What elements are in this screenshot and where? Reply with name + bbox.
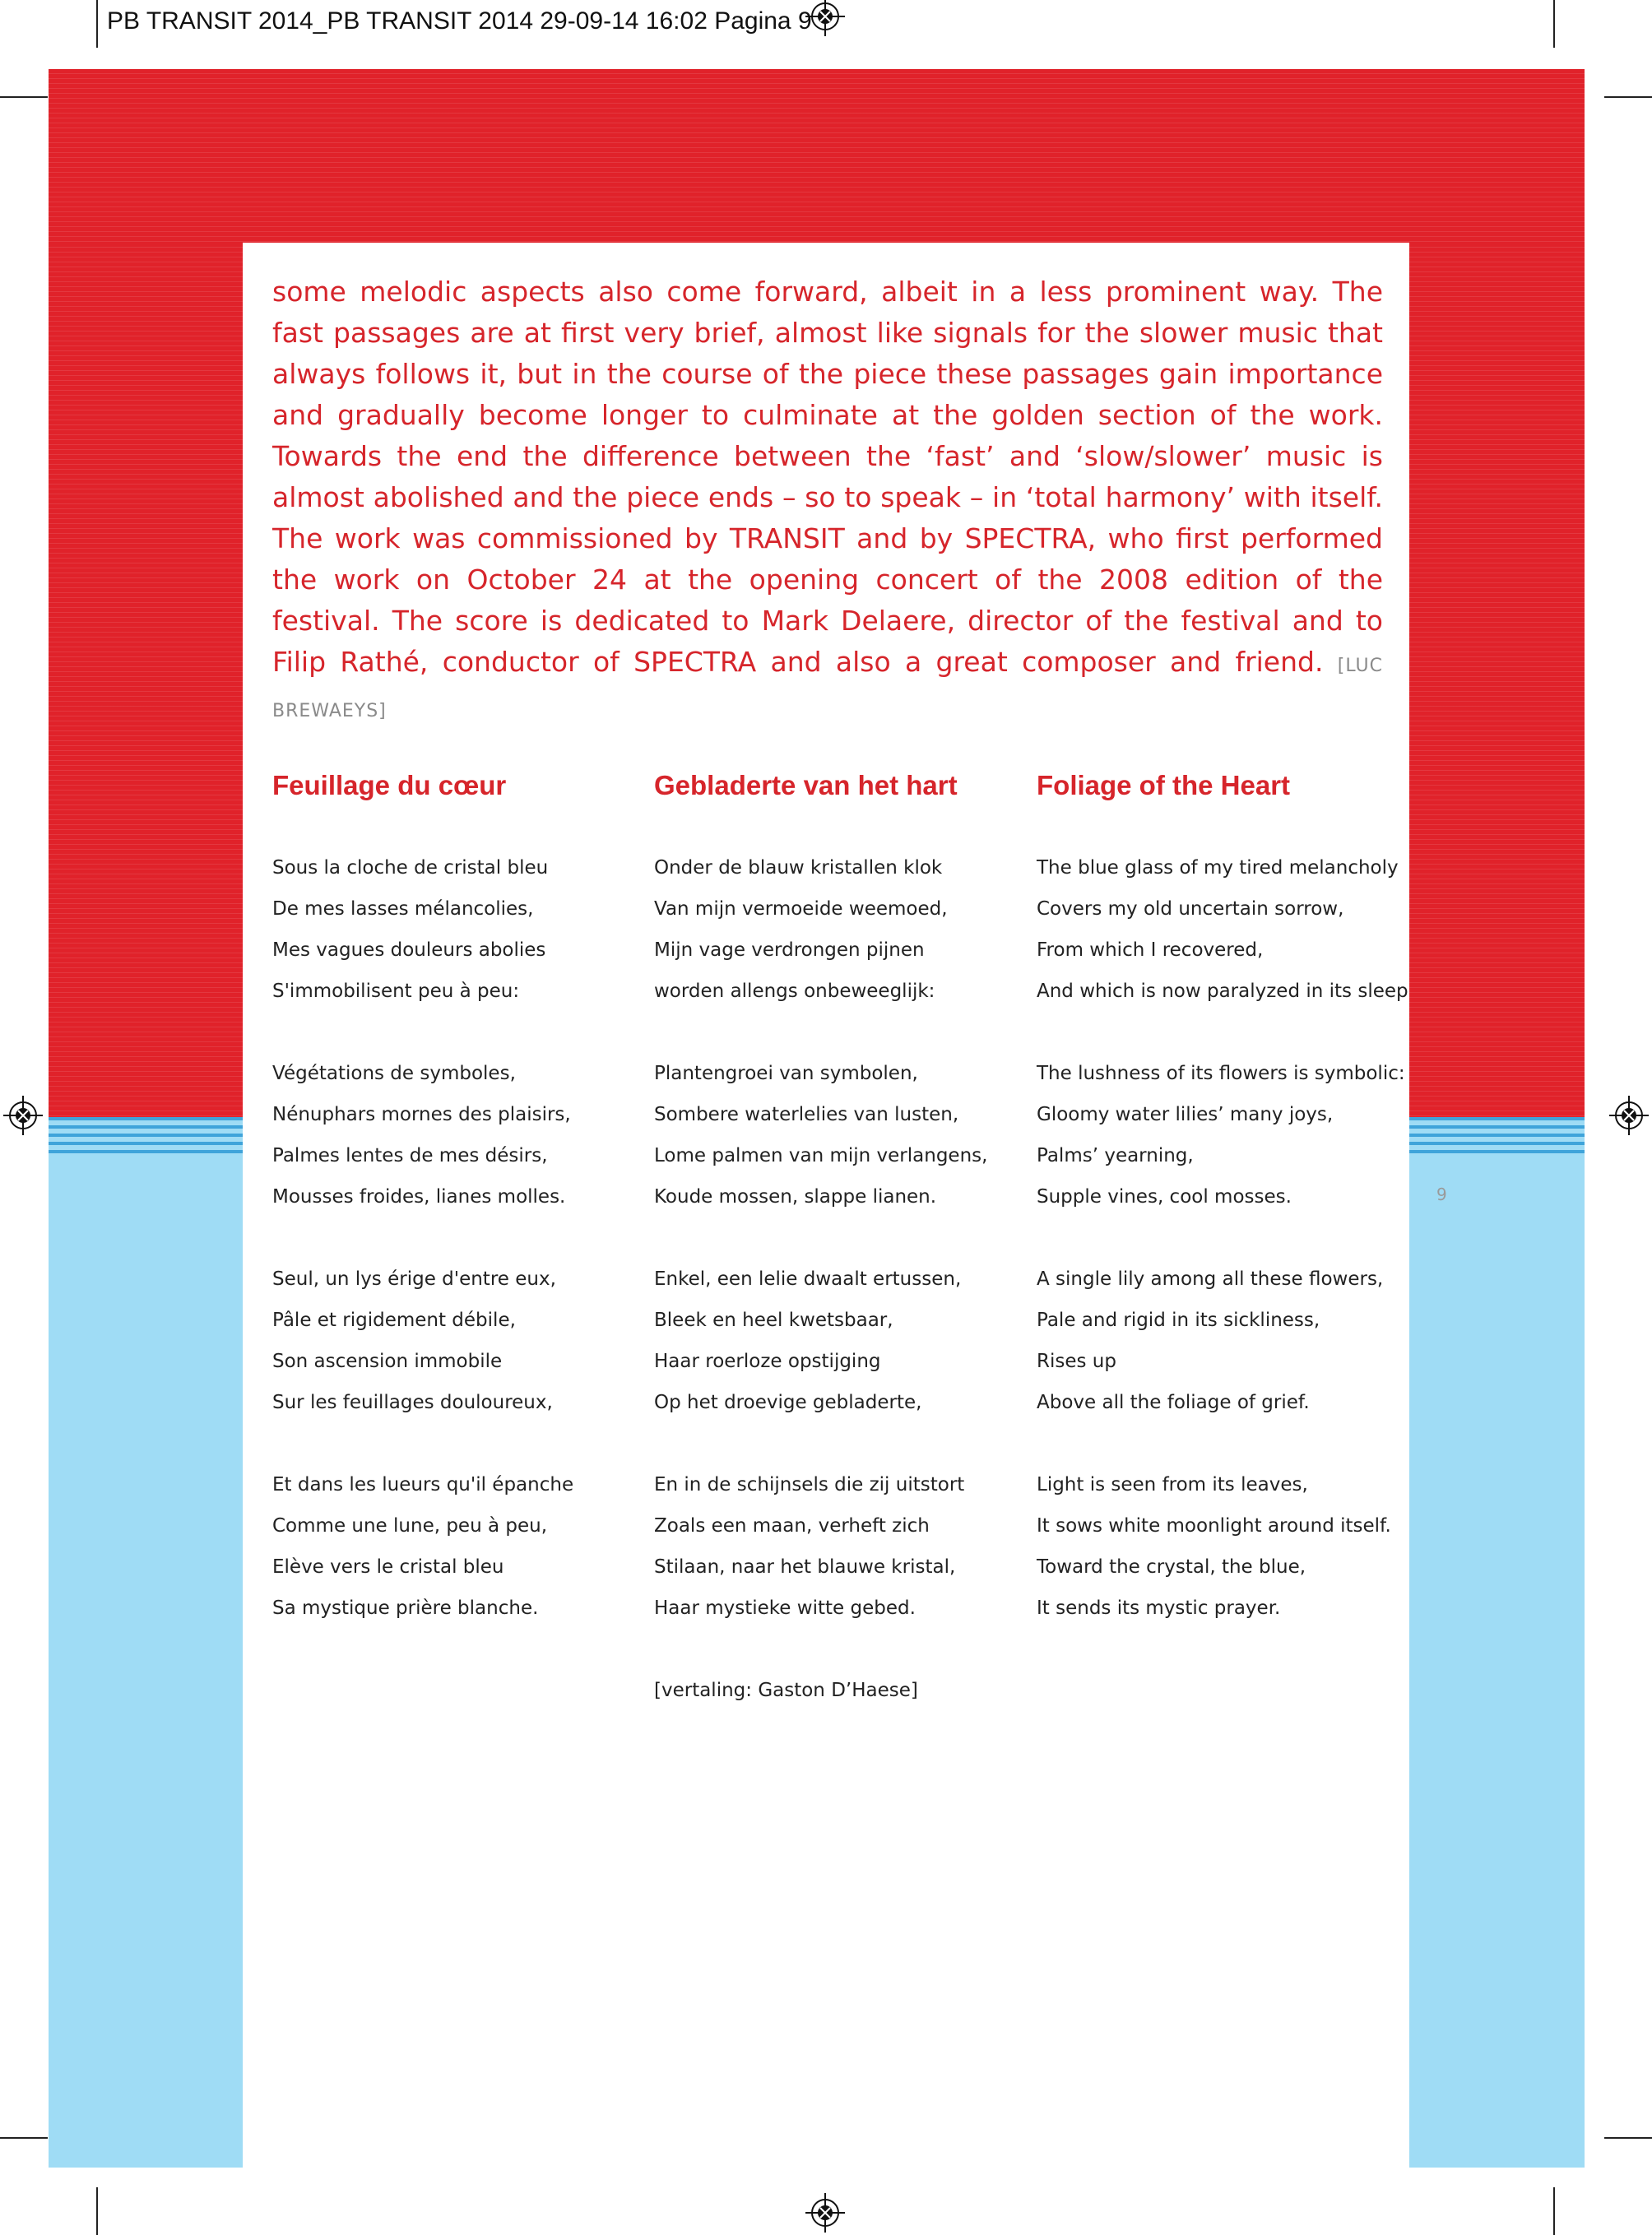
poem-line: Mijn vage verdrongen pijnen bbox=[654, 939, 925, 961]
poem-line: En in de schijnsels die zij uitstort bbox=[654, 1474, 965, 1495]
poem-line: Sombere waterlelies van lusten, bbox=[654, 1104, 959, 1125]
poem-title: Foliage of the Heart bbox=[1037, 770, 1291, 800]
poem-line: Koude mossen, slappe lianen. bbox=[654, 1186, 937, 1208]
poem-line: Son ascension immobile bbox=[272, 1351, 503, 1372]
blue-panel-left bbox=[49, 1117, 243, 2168]
poem-line: Haar mystieke witte gebed. bbox=[654, 1597, 916, 1619]
page-number: 9 bbox=[1436, 1185, 1447, 1204]
translation-credit: [vertaling: Gaston D’Haese] bbox=[654, 1680, 918, 1701]
poem-title: Feuillage du cœur bbox=[272, 770, 507, 800]
poem-stanzas bbox=[1037, 847, 1408, 1629]
poem-line: Onder de blauw kristallen klok bbox=[654, 857, 943, 879]
poem-line: Comme une lune, peu à peu, bbox=[272, 1515, 548, 1537]
poem-line: Haar roerloze opstijging bbox=[654, 1351, 881, 1372]
poem-line: Op het droevige gebladerte, bbox=[654, 1392, 922, 1413]
crop-mark bbox=[96, 2187, 98, 2235]
poem-line: And which is now paralyzed in its sleep bbox=[1037, 981, 1408, 1002]
crop-mark bbox=[1553, 0, 1555, 48]
intro-text: some melodic aspects also come forward, albeit in a less prominent way. The fast passages are at first very brief, almost like signals for the slower music that always follows it, but in the course of the piece these passages gain importance and gradually become longer to culminate at the golden section of the work. Towards the end the difference between the ‘fast’ and ‘slow/slower’ music is almost abolished and the piece ends – so to speak – in ‘total harmony’ with itself. The work was commissioned by TRANSIT and by SPECTRA, who first performed the work on October 24 at the opening concert of the 2008 edition of the festival. The score is dedicated to Mark Delaere, director of the festival and to Filip Rathé, conductor of SPECTRA and also a great composer and friend. bbox=[272, 276, 1383, 678]
poem-stanza bbox=[1037, 1464, 1399, 1629]
poem-column-english bbox=[1037, 765, 1408, 1670]
poem-line: De mes lasses mélancolies, bbox=[272, 898, 534, 920]
poem-stanza bbox=[272, 1464, 634, 1629]
registration-mark-icon bbox=[805, 2193, 845, 2233]
poem-stanza bbox=[272, 1053, 634, 1217]
poem-line: Pale and rigid in its sickliness, bbox=[1037, 1310, 1320, 1331]
poem-stanza bbox=[1037, 1259, 1399, 1423]
poem-title: Gebladerte van het hart bbox=[654, 770, 958, 800]
registration-mark-icon bbox=[3, 1096, 43, 1135]
crop-mark bbox=[0, 96, 48, 98]
blue-stripes-left bbox=[49, 1117, 243, 1158]
poem-line: Zoals een maan, verheft zich bbox=[654, 1515, 930, 1537]
poem-line: Végétations de symboles, bbox=[272, 1063, 516, 1084]
poem-line: Rises up bbox=[1037, 1351, 1116, 1372]
author-credit: [LUC BREWAEYS] bbox=[272, 656, 1383, 721]
crop-mark bbox=[1553, 2187, 1555, 2235]
crop-mark bbox=[1604, 2137, 1652, 2139]
poem-line: It sows white moonlight around itself. bbox=[1037, 1515, 1391, 1537]
registration-mark-icon bbox=[805, 0, 845, 36]
crop-mark bbox=[1604, 96, 1652, 98]
poem-line: The lushness of its flowers is symbolic: bbox=[1037, 1063, 1405, 1084]
poem-line: Enkel, een lelie dwaalt ertussen, bbox=[654, 1268, 962, 1290]
red-banner-left bbox=[49, 243, 243, 1117]
crop-mark bbox=[96, 0, 98, 48]
poem-stanzas bbox=[654, 847, 1016, 1629]
poem-line: Stilaan, naar het blauwe kristal, bbox=[654, 1556, 956, 1578]
poem-line: Gloomy water lilies’ many joys, bbox=[1037, 1104, 1334, 1125]
registration-mark-icon bbox=[1609, 1096, 1649, 1135]
poem-line: Covers my old uncertain sorrow, bbox=[1037, 898, 1344, 920]
red-banner-top bbox=[49, 69, 1585, 243]
poem-line: Mousses froides, lianes molles. bbox=[272, 1186, 566, 1208]
poem-line: Mes vagues douleurs abolies bbox=[272, 939, 546, 961]
poem-line: Sur les feuillages douloureux, bbox=[272, 1392, 553, 1413]
poem-stanza bbox=[1037, 1053, 1405, 1217]
poem-line: Bleek en heel kwetsbaar, bbox=[654, 1310, 893, 1331]
poem-line: Elève vers le cristal bleu bbox=[272, 1556, 504, 1578]
poem-line: Seul, un lys érige d'entre eux, bbox=[272, 1268, 556, 1290]
poem-line: Supple vines, cool mosses. bbox=[1037, 1186, 1292, 1208]
poem-stanza bbox=[272, 1259, 634, 1423]
poem-stanza bbox=[654, 847, 1016, 1012]
poem-line: Palmes lentes de mes désirs, bbox=[272, 1145, 548, 1166]
blue-panel-right bbox=[1409, 1117, 1585, 2168]
intro-paragraph bbox=[272, 271, 1383, 732]
poem-stanzas bbox=[272, 847, 634, 1629]
poem-line: S'immobilisent peu à peu: bbox=[272, 981, 520, 1002]
poem-line: A single lily among all these flowers, bbox=[1037, 1268, 1384, 1290]
poem-stanza bbox=[1037, 847, 1408, 1012]
poem-line: It sends its mystic prayer. bbox=[1037, 1597, 1281, 1619]
poem-line: Pâle et rigidement débile, bbox=[272, 1310, 516, 1331]
poem-line: Et dans les lueurs qu'il épanche bbox=[272, 1474, 574, 1495]
poem-line: Nénuphars mornes des plaisirs, bbox=[272, 1104, 571, 1125]
crop-mark bbox=[0, 2137, 48, 2139]
poem-line: worden allengs onbeweeglijk: bbox=[654, 981, 935, 1002]
poem-line: Toward the crystal, the blue, bbox=[1037, 1556, 1306, 1578]
red-banner-right bbox=[1409, 243, 1585, 1117]
poem-stanza bbox=[654, 1259, 1016, 1423]
poem-line: Above all the foliage of grief. bbox=[1037, 1392, 1310, 1413]
poem-stanza bbox=[654, 1053, 1016, 1217]
blue-stripes-right bbox=[1409, 1117, 1585, 1158]
poem-line: The blue glass of my tired melancholy bbox=[1037, 857, 1399, 879]
poem-line: Sous la cloche de cristal bleu bbox=[272, 857, 549, 879]
poem-line: Plantengroei van symbolen, bbox=[654, 1063, 918, 1084]
poem-line: Light is seen from its leaves, bbox=[1037, 1474, 1308, 1495]
poem-stanza bbox=[272, 847, 634, 1012]
print-slug: PB TRANSIT 2014_PB TRANSIT 2014 29-09-14 16:02 Pagina 9 bbox=[107, 7, 812, 35]
poem-line: Sa mystique prière blanche. bbox=[272, 1597, 539, 1619]
poem-stanza bbox=[654, 1464, 1016, 1629]
poem-line: From which I recovered, bbox=[1037, 939, 1264, 961]
poem-line: Lome palmen van mijn verlangens, bbox=[654, 1145, 988, 1166]
poem-line: Van mijn vermoeide weemoed, bbox=[654, 898, 948, 920]
poem-column-french bbox=[272, 765, 634, 1670]
poem-column-dutch bbox=[654, 765, 1016, 1711]
poem-line: Palms’ yearning, bbox=[1037, 1145, 1194, 1166]
